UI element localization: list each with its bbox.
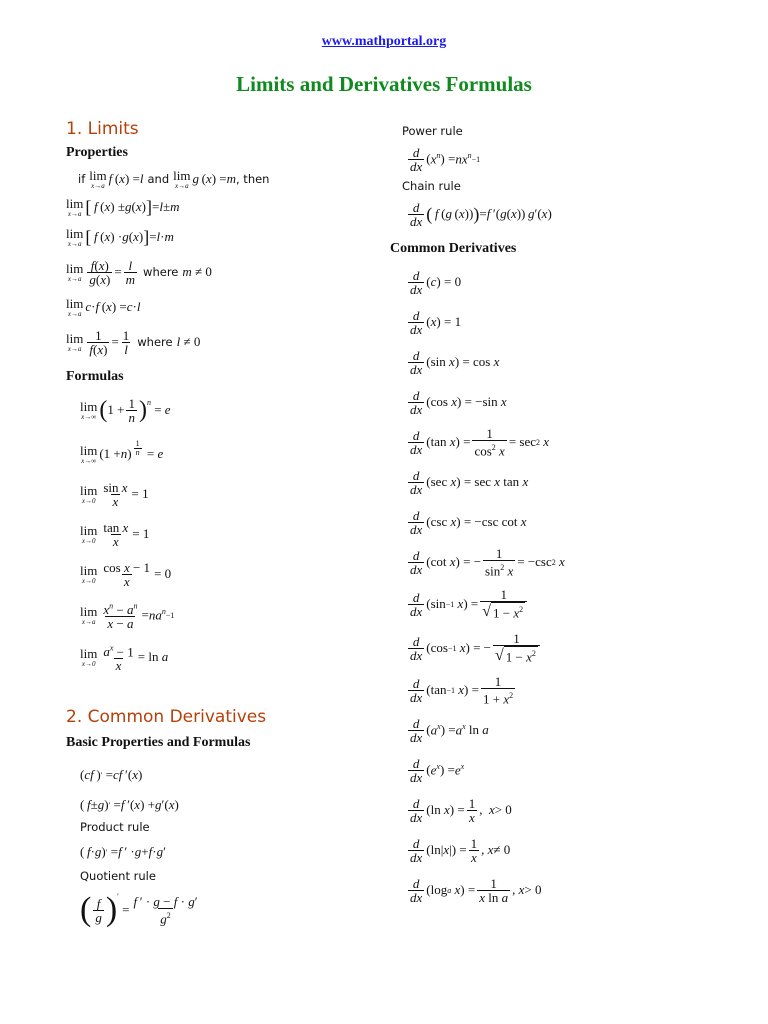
properties-title: Properties <box>66 145 128 160</box>
formula-limit-hypothesis: if lim x→a f ( x ) = l and lim x→a g ( x ) = m , then <box>78 167 270 190</box>
formula-d-arcsin: $\frac{d}{dx}$ (sin −1 x ) = 1 √ $1 - x^2$ <box>406 582 750 626</box>
formula-d-x: $\frac{d}{dx}$ ( x ) = 1 <box>410 307 462 337</box>
formula-d-log-a: $\frac{d}{dx}$ (log a x ) = $\frac{1}{\text{x ln a}}$ , x > 0 <box>410 875 542 905</box>
formula-power-rule: $\frac{d}{dx}$ ( $x^n$ ) = $nx^n$ −1 <box>410 144 481 174</box>
formula-limit-reciprocal: lim x→a $\frac{1}{f(x)}$ = $\frac{1}{l}$ where l ≠ 0 <box>66 327 201 357</box>
limit-formulas <box>80 386 386 678</box>
formula-limit-sin: lim x→0 $\frac{\text{sin x}}{x}$ = 1 <box>80 479 149 509</box>
formula-limit-e-root: lim x→∞ (1 + n ) $^{\frac{1}{n}}$ = e <box>80 438 164 465</box>
formula-limit-sum: lim x→a [ f ( x ) ± g ( x ) ] = l ± m <box>66 195 180 218</box>
limit-properties <box>66 166 386 362</box>
left-column <box>66 118 386 936</box>
basic-properties-title: Basic Properties and Formulas <box>66 735 251 750</box>
product-rule-label: Product rule <box>80 820 150 834</box>
formula-d-arccos: $\frac{d}{dx}$ (cos −1 x ) = − 1 √ $1 - x^2$ <box>406 626 750 670</box>
formula-limit-product: lim x→a [ f ( x ) · g ( x ) ] = l · m <box>66 225 174 248</box>
formula-constant-multiple: ( cf ) ′ = cf ′( x ) <box>80 767 143 782</box>
formula-d-constant: $\frac{d}{dx}$ ( c ) = 0 <box>410 267 462 297</box>
formulas-title: Formulas <box>66 369 124 384</box>
quotient-rule-label: Quotient rule <box>80 869 156 883</box>
formula-chain-rule: $\frac{d}{dx}$ ( f ( g ( x )) ) = f ′( g ( x )) g ′( x ) <box>410 199 552 229</box>
chain-rule-label: Chain rule <box>402 179 461 193</box>
common-derivatives-list <box>406 262 750 910</box>
formula-d-sec: $\frac{d}{dx}$ (sec x ) = sec x tan x <box>410 467 529 497</box>
right-column <box>390 124 750 910</box>
formula-quotient-rule: ( $\frac{f}{g}$ ) ′ = $\frac{f ' \cdot g - f \cdot g'}{g^2}$ <box>80 891 198 928</box>
formula-d-sin: $\frac{d}{dx}$ (sin x ) = cos x <box>410 347 500 377</box>
power-rule-label: Power rule <box>402 124 463 138</box>
formula-d-cot: $\frac{d}{dx}$ (cot x ) = − $\frac{1}{\sin^2 x}$ = −csc 2 x <box>410 545 565 579</box>
derivatives-section-title: 2. Common Derivatives <box>66 707 267 727</box>
formula-limit-tan: lim x→0 $\frac{\text{tan x}}{x}$ = 1 <box>80 519 150 549</box>
formula-limit-constant: lim x→a c · f ( x ) = c · l <box>66 295 141 318</box>
power-chain-rules <box>402 124 750 234</box>
formula-d-arctan: $\frac{d}{dx}$ (tan −1 x ) = $\frac{1}{1 + x^2}$ <box>410 673 514 707</box>
formula-d-exponential-e: $\frac{d}{dx}$ ( $e^x$ ) = $e^x$ <box>410 755 465 785</box>
formula-limit-cos: lim x→0 $\frac{\text{cos x − 1}}{x}$ = 0 <box>80 559 172 589</box>
formula-d-ln: $\frac{d}{dx}$ (ln x ) = $\frac{1}{x}$ , x > 0 <box>410 795 512 825</box>
formula-d-exponential-a: $\frac{d}{dx}$ ( $a^x$ ) = $a^x$ ln a <box>410 715 489 745</box>
page-title: Limits and Derivatives Formulas <box>236 72 532 96</box>
formula-limit-log: lim x→0 $\frac{a^x - 1}{x}$ = ln a <box>80 643 169 674</box>
limits-section-title: 1. Limits <box>66 119 139 139</box>
formula-d-tan: $\frac{d}{dx}$ (tan x ) = $\frac{1}{\cos^2 x}$ = sec 2 x <box>410 425 550 459</box>
formula-d-ln-abs: $\frac{d}{dx}$ (ln| x |) = $\frac{1}{x}$ , x ≠ 0 <box>410 835 511 865</box>
formula-limit-power-difference: lim x→a $\frac{x^n - a^n}{x - a}$ = $na^n$ −1 <box>80 601 175 632</box>
formula-d-csc: $\frac{d}{dx}$ (csc x ) = −csc cot x <box>410 507 527 537</box>
common-derivatives-title: Common Derivatives <box>390 241 517 256</box>
site-link[interactable]: www.mathportal.org <box>321 34 447 49</box>
formula-sum-rule: ( f ± g ) ′ = f ′( x ) + g ′( x ) <box>80 797 179 812</box>
formula-limit-quotient: lim x→a $\frac{f(x)}{g(x)}$ = $\frac{l}{m}$ where m ≠ 0 <box>66 257 212 287</box>
formula-d-cos: $\frac{d}{dx}$ (cos x ) = −sin x <box>410 387 507 417</box>
derivative-basic-properties <box>80 760 386 936</box>
formula-product-rule: ( f · g ) ′ = f ′ · g + f · g ′ <box>80 844 166 859</box>
formula-limit-e-n: lim x→∞ ( 1 + $\frac{1}{n}$ ) $^n$ = e <box>80 395 171 425</box>
